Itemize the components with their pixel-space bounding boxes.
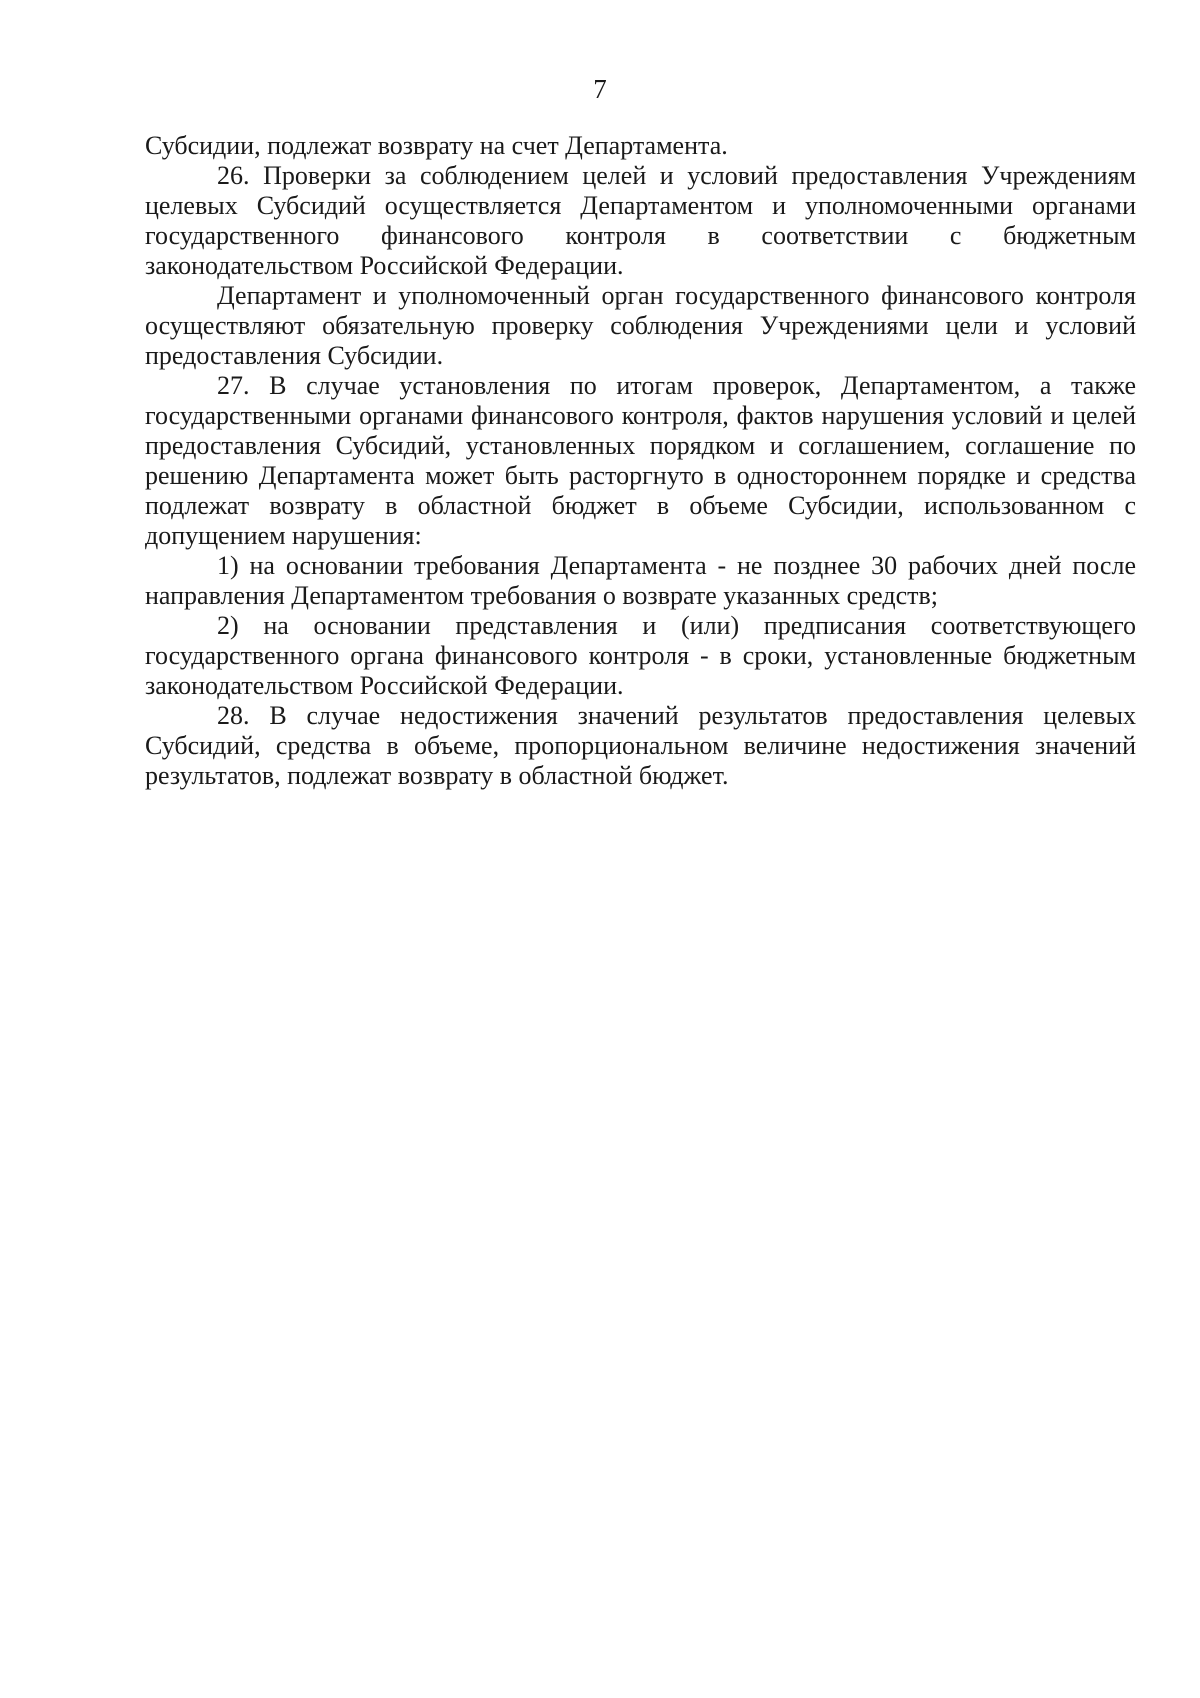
paragraph-26: 26. Проверки за соблюдением целей и условий предоставления Учреждениям целевых Субсидий осуществляется Департаментом и уполномоченными органами государственного финансового контроля в соответствии с бюджетным законодательством Российской Федерации. <box>145 161 1136 280</box>
paragraph-department-inspection: Департамент и уполномоченный орган государственного финансового контроля осуществляют обязательную проверку соблюдения Учреждениями цели и условий предоставления Субсидии. <box>145 281 1136 370</box>
paragraph-27-item-1: 1) на основании требования Департамента - не позднее 30 рабочих дней после направления Департаментом требования о возврате указанных средств; <box>145 551 1136 610</box>
paragraph-27-item-2: 2) на основании представления и (или) предписания соответствующего государственного органа финансового контроля - в сроки, установленные бюджетным законодательством Российской Федерации. <box>145 611 1136 700</box>
paragraph-continuation: Субсидии, подлежат возврату на счет Департамента. <box>145 131 728 160</box>
paragraph-28: 28. В случае недостижения значений результатов предоставления целевых Субсидий, средства в объеме, пропорциональном величине недостижения значений результатов, подлежат возврату в областной бюджет. <box>145 701 1136 790</box>
page-number: 7 <box>593 74 607 104</box>
document-body <box>145 131 1136 791</box>
paragraph-27: 27. В случае установления по итогам проверок, Департаментом, а также государственными органами финансового контроля, фактов нарушения условий и целей предоставления Субсидий, установленных порядком и соглашением, соглашение по решению Департамента может быть расторгнуто в одностороннем порядке и средства подлежат возврату в областной бюджет в объеме Субсидии, использованном с допущением нарушения: <box>145 371 1136 550</box>
